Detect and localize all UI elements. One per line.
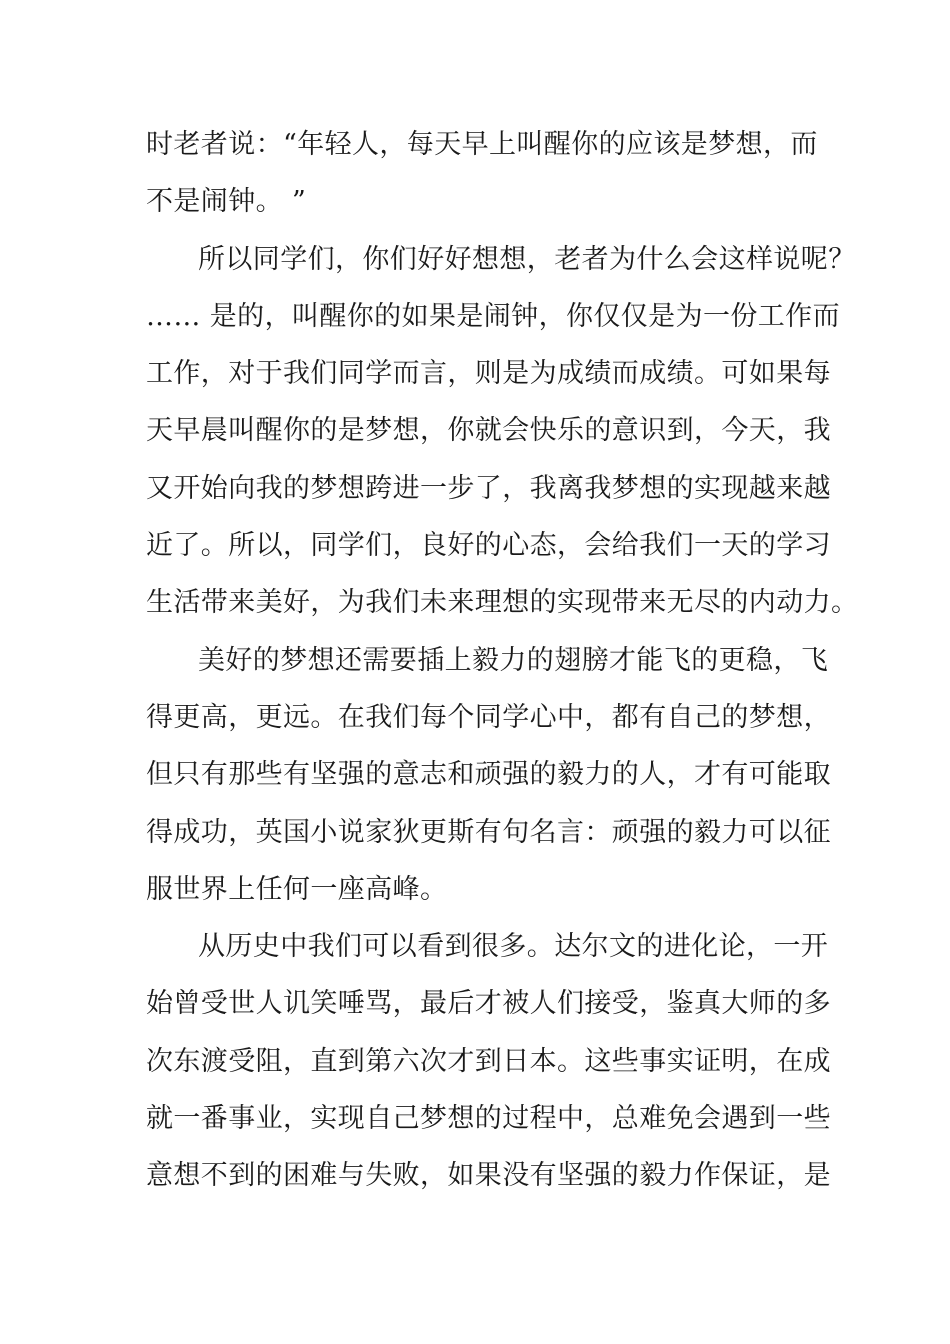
text-line: 就一番事业，实现自己梦想的过程中，总难免会遇到一些 [146, 1103, 831, 1135]
text-line: 生活带来美好，为我们未来理想的实现带来无尽的内动力。 [146, 587, 859, 619]
text-line: 天早晨叫醒你的是梦想，你就会快乐的意识到，今天，我 [146, 415, 831, 447]
text-line: 始曾受世人讥笑唾骂，最后才被人们接受，鉴真大师的多 [146, 988, 831, 1020]
text-line: 次东渡受阻，直到第六次才到日本。这些事实证明，在成 [146, 1045, 831, 1077]
text-line: 不是闹钟。 ” [146, 186, 307, 218]
text-line: 时老者说：“年轻人，每天早上叫醒你的应该是梦想，而 [146, 129, 818, 160]
body-text [146, 116, 859, 1205]
text-line: 又开始向我的梦想跨进一步了，我离我梦想的实现越来越 [146, 472, 831, 504]
text-line: 得更高，更远。在我们每个同学心中，都有自己的梦想， [146, 701, 831, 733]
text-line: 所以同学们，你们好好想想，老者为什么会这样说呢？ [198, 243, 856, 275]
text-line: 但只有那些有坚强的意志和顽强的毅力的人，才有可能取 [146, 759, 831, 791]
text-line: …… 是的，叫醒你的如果是闹钟，你仅仅是为一份工作而 [146, 300, 840, 332]
text-line: 工作，对于我们同学而言，则是为成绩而成绩。可如果每 [146, 358, 831, 390]
text-line: 服世界上任何一座高峰。 [146, 873, 448, 905]
text-line: 美好的梦想还需要插上毅力的翅膀才能飞的更稳，飞 [198, 644, 829, 676]
text-line: 得成功，英国小说家狄更斯有句名言：顽强的毅力可以征 [146, 816, 831, 848]
text-line: 从历史中我们可以看到很多。达尔文的进化论，一开 [198, 931, 829, 963]
text-line: 近了。所以，同学们，良好的心态，会给我们一天的学习 [146, 530, 831, 562]
text-line: 意想不到的困难与失败，如果没有坚强的毅力作保证，是 [146, 1160, 831, 1192]
